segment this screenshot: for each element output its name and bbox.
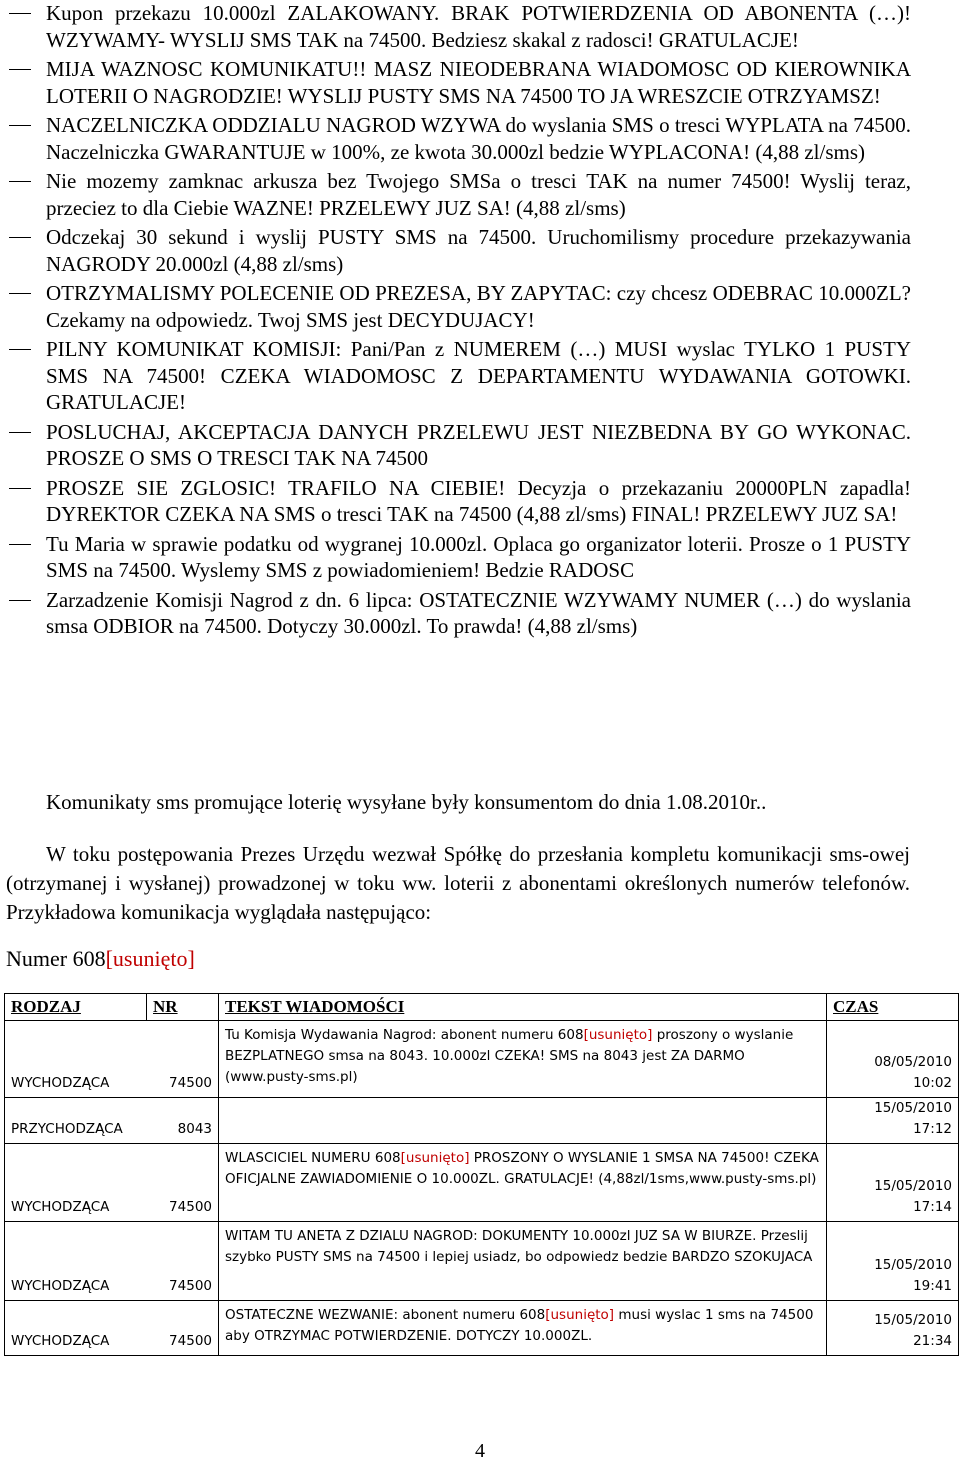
- cell-type: WYCHODZĄCA: [5, 1144, 147, 1222]
- cell-type: WYCHODZĄCA: [5, 1222, 147, 1301]
- cell-type: WYCHODZĄCA: [5, 1021, 147, 1098]
- cell-nr: 8043: [147, 1098, 219, 1144]
- header-time: CZAS: [827, 994, 959, 1021]
- cell-text-before: Tu Komisja Wydawania Nagrod: abonent numeru 608: [225, 1027, 584, 1043]
- cell-date: 15/05/2010: [874, 1257, 952, 1273]
- cell-text-before: OSTATECZNE WEZWANIE: abonent numeru 608: [225, 1307, 546, 1323]
- list-item: Kupon przekazu 10.000zl ZALAKOWANY. BRAK POTWIERDZENIA OD ABONENTA (…)! WZYWAMY- WYSLIJ SMS TAK na 74500. Bedziesz skakal z radosci! GRATULACJE!: [0, 0, 960, 53]
- cell-date: 15/05/2010: [874, 1312, 952, 1328]
- cell-date: 08/05/2010: [874, 1054, 952, 1070]
- cell-time: [827, 1301, 959, 1356]
- list-item: Zarzadzenie Komisji Nagrod z dn. 6 lipca: OSTATECZNIE WZYWAMY NUMER (…) do wyslania smsa ODBIOR na 74500. Dotyczy 30.000zl. To prawda! (4,88 zl/sms): [0, 587, 960, 640]
- list-item: POSLUCHAJ, AKCEPTACJA DANYCH PRZELEWU JEST NIEZBEDNA BY GO WYKONAC. PROSZE O SMS O TRESCI TAK NA 74500: [0, 419, 960, 472]
- list-item: Tu Maria w sprawie podatku od wygranej 10.000zl. Oplaca go organizator loterii. Prosze o 1 PUSTY SMS na 74500. Wyslemy SMS z powiadomieniem! Bedzie RADOSC: [0, 531, 960, 584]
- cell-type: WYCHODZĄCA: [5, 1301, 147, 1356]
- cell-time: [827, 1021, 959, 1098]
- cell-time: [827, 1144, 959, 1222]
- note-paragraph: Komunikaty sms promujące loterię wysyłane były konsumentom do dnia 1.08.2010r..: [46, 790, 767, 814]
- list-item: NACZELNICZKA ODDZIALU NAGROD WZYWA do wyslania SMS o tresci WYPLATA na 74500. Naczelniczka GWARANTUJE w 100%, ze kwota 30.000zl bedzie WYPLACONA! (4,88 zl/sms): [0, 112, 960, 165]
- sms-message-list: [0, 0, 960, 643]
- cell-time: [827, 1222, 959, 1301]
- table-row: [5, 1222, 959, 1301]
- header-text: TEKST WIADOMOŚCI: [219, 994, 827, 1021]
- cell-date: 15/05/2010: [874, 1100, 952, 1116]
- cell-text: [219, 1301, 827, 1356]
- number-label: Numer 608: [6, 946, 106, 971]
- sms-table: [4, 993, 959, 1356]
- table-row: [5, 1144, 959, 1222]
- header-type: RODZAJ: [5, 994, 147, 1021]
- cell-nr: 74500: [147, 1021, 219, 1098]
- cell-hour: 21:34: [913, 1333, 952, 1349]
- number-heading: [6, 946, 195, 972]
- redacted-label: [usunięto]: [105, 946, 195, 971]
- cell-text: [219, 1098, 827, 1144]
- table-header-row: [5, 994, 959, 1021]
- redacted-label: [usunięto]: [400, 1150, 470, 1166]
- table-row: [5, 1301, 959, 1356]
- cell-hour: 17:12: [913, 1121, 952, 1137]
- cell-hour: 10:02: [913, 1075, 952, 1091]
- list-item: PROSZE SIE ZGLOSIC! TRAFILO NA CIEBIE! Decyzja o przekazaniu 20000PLN zapadla! DYREKTOR CZEKA NA SMS o tresci TAK na 74500 (4,88 zl/sms) FINAL! PRZELEWY JUZ SA!: [0, 475, 960, 528]
- cell-text: [219, 1021, 827, 1098]
- list-item: OTRZYMALISMY POLECENIE OD PREZESA, BY ZAPYTAC: czy chcesz ODEBRAC 10.000ZL? Czekamy na odpowiedz. Twoj SMS jest DECYDUJACY!: [0, 280, 960, 333]
- table-row: [5, 1021, 959, 1098]
- cell-date: 15/05/2010: [874, 1178, 952, 1194]
- table-row: [5, 1098, 959, 1144]
- list-item: MIJA WAZNOSC KOMUNIKATU!! MASZ NIEODEBRANA WIADOMOSC OD KIEROWNIKA LOTERII O NAGRODZIE! WYSLIJ PUSTY SMS NA 74500 TO JA WRESZCIE OTRZYAMSZ!: [0, 56, 960, 109]
- cell-nr: 74500: [147, 1222, 219, 1301]
- cell-time: [827, 1098, 959, 1144]
- cell-hour: 19:41: [913, 1278, 952, 1294]
- cell-text-before: WLASCICIEL NUMERU 608: [225, 1150, 401, 1166]
- list-item: PILNY KOMUNIKAT KOMISJI: Pani/Pan z NUMEREM (…) MUSI wyslac TYLKO 1 PUSTY SMS NA 74500! CZEKA WIADOMOSC Z DEPARTAMENTU WYDAWANIA GOTOWKI. GRATULACJE!: [0, 336, 960, 416]
- cell-text-before: WITAM TU ANETA Z DZIALU NAGROD: DOKUMENTY 10.000zl JUZ SA W BIURZE. Przeslij szybko PUSTY SMS na 74500 i lepiej usiadz, bo odpowiedz bedzie BARDZO SZOKUJACA: [225, 1228, 813, 1265]
- redacted-label: [usunięto]: [583, 1027, 653, 1043]
- cell-hour: 17:14: [913, 1199, 952, 1215]
- cell-text: [219, 1222, 827, 1301]
- header-nr: NR: [147, 994, 219, 1021]
- list-item: Nie mozemy zamknac arkusza bez Twojego SMSa o tresci TAK na numer 74500! Wyslij teraz, przeciez to dla Ciebie WAZNE! PRZELEWY JUZ SA! (4,88 zl/sms): [0, 168, 960, 221]
- cell-text: [219, 1144, 827, 1222]
- cell-text-after: PROSZONY O WYSLANIE 1 SMSA NA 74500! CZEKA OFICJALNE ZAWIADOMIENIE O 10.000ZL. GRATULACJE! (4,88zl/1sms,www.pusty-sms.pl): [225, 1150, 819, 1187]
- cell-nr: 74500: [147, 1301, 219, 1356]
- redacted-label: [usunięto]: [545, 1307, 615, 1323]
- cell-nr: 74500: [147, 1144, 219, 1222]
- body-paragraph: W toku postępowania Prezes Urzędu wezwał Spółkę do przesłania kompletu komunikacji sms-owej (otrzymanej i wysłanej) prowadzonej w toku ww. loterii z abonentami określonych numerów telefonów. Przykładowa komunikacja wyglądała następująco:: [6, 842, 910, 924]
- list-item: Odczekaj 30 sekund i wyslij PUSTY SMS na 74500. Uruchomilismy procedure przekazywania NAGRODY 20.000zl (4,88 zl/sms): [0, 224, 960, 277]
- page-number: 4: [475, 1440, 485, 1462]
- cell-text-after: proszony o wyslanie BEZPLATNEGO smsa na 8043. 10.000zl CZEKA! SMS na 8043 jest ZA DARMO (www.pusty-sms.pl): [225, 1027, 794, 1085]
- cell-type: PRZYCHODZĄCA: [5, 1098, 147, 1144]
- cell-text-after: musi wyslac 1 sms na 74500 aby OTRZYMAC POTWIERDZENIE. DOTYCZY 10.000ZL.: [225, 1307, 814, 1344]
